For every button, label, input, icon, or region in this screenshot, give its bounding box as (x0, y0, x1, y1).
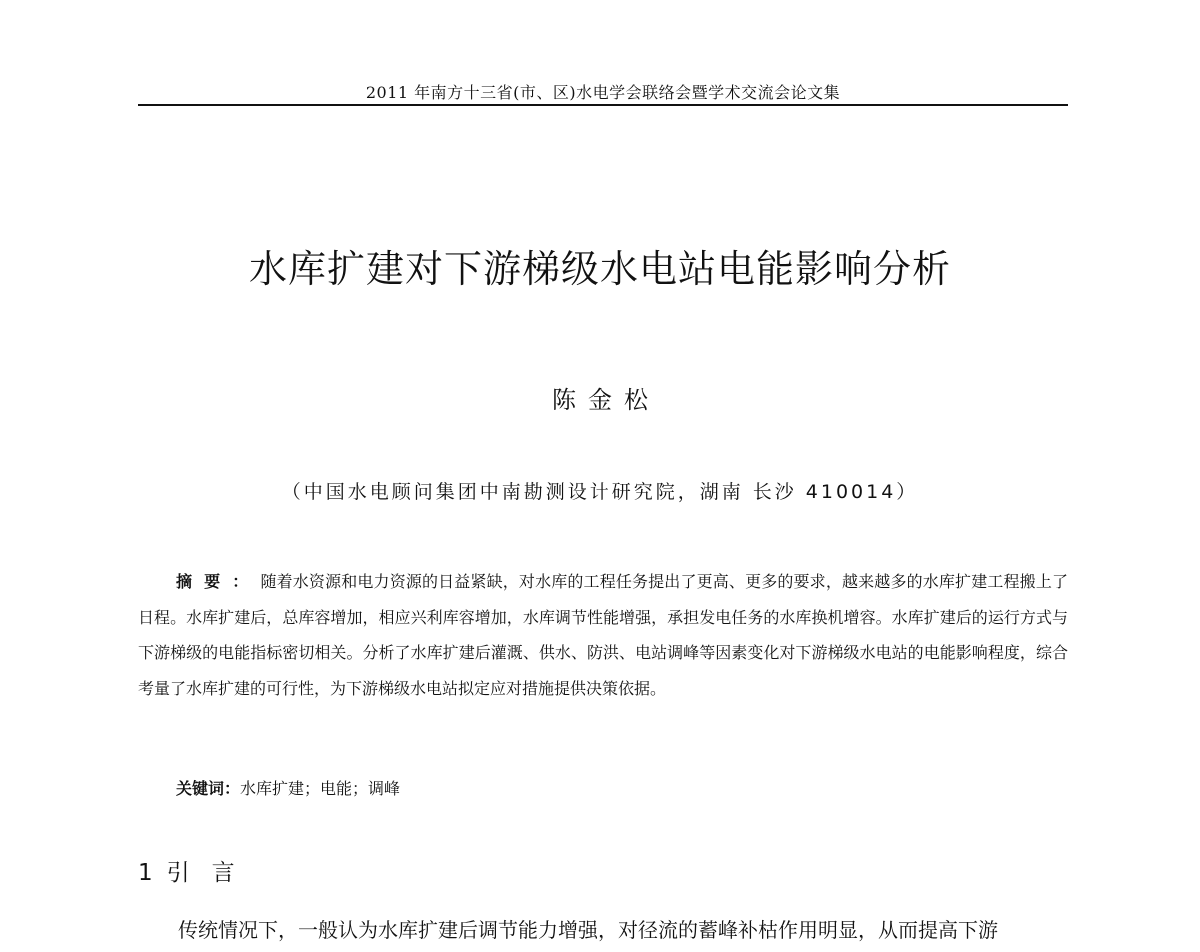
author-affiliation: （中国水电顾问集团中南勘测设计研究院，湖南 长沙 410014） (281, 481, 919, 503)
header-rule (138, 104, 1068, 106)
section-number: 1 (138, 860, 153, 886)
section-heading (138, 854, 257, 887)
author-name: 陈金松 (552, 386, 660, 414)
section-title: 引言 (166, 860, 257, 886)
abstract-label: 摘要： (176, 572, 261, 591)
abstract (138, 564, 1068, 706)
keywords-label: 关键词： (176, 779, 241, 798)
keywords-text: 水库扩建；电能；调峰 (240, 779, 401, 798)
body-paragraph: 传统情况下，一般认为水库扩建后调节能力增强，对径流的蓄峰补枯作用明显，从而提高下游 (178, 918, 998, 942)
running-header: 2011 年南方十三省(市、区)水电学会联络会暨学术交流会论文集 (365, 83, 841, 102)
abstract-text: 随着水资源和电力资源的日益紧缺，对水库的工程任务提出了更高、更多的要求，越来越多的水库扩建工程搬上了日程。水库扩建后，总库容增加，相应兴利库容增加，水库调节性能增强，承担发电任务的水库换机增容。水库扩建后的运行方式与下游梯级的电能指标密切相关。分析了水库扩建后灌溉、供水、防洪、电站调峰等因素变化对下游梯级水电站的电能影响程度，综合考量了水库扩建的可行性，为下游梯级水电站拟定应对措施提供决策依据。 (138, 572, 1068, 698)
paper-title: 水库扩建对下游梯级水电站电能影响分析 (248, 247, 951, 291)
keywords (176, 776, 400, 799)
